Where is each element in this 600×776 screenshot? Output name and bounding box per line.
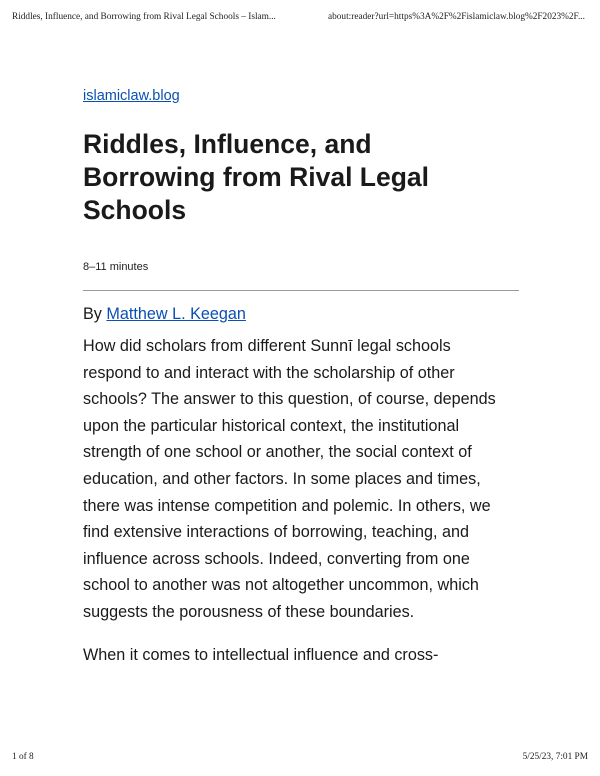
print-footer <box>12 752 588 766</box>
page-number: 1 of 8 <box>12 752 34 762</box>
reading-time: 8–11 minutes <box>83 261 149 273</box>
article-title: Riddles, Influence, and Borrowing from Rival Legal Schools <box>83 129 430 225</box>
body-paragraph: When it comes to intellectual influence and cross- <box>83 645 439 664</box>
source-domain-link[interactable]: islamiclaw.blog <box>83 88 180 104</box>
body-paragraph: How did scholars from different Sunnī legal schools respond to and interact with the scholarship of other schools? The answer to this question, of course, depends upon the particular historical context, the institutional strength of one school or another, the social context of education, and other factors. In some places and times, there was intense competition and polemic. In others, we find extensive interactions of borrowing, teaching, and influence across schools. Indeed, converting from one school to another was not altogether uncommon, which suggests the porousness of these boundaries. <box>83 337 496 621</box>
byline <box>83 303 523 325</box>
print-header <box>12 12 588 26</box>
print-date: 5/25/23, 7:01 PM <box>522 752 588 762</box>
header-divider <box>83 290 519 291</box>
reader-article <box>83 87 523 685</box>
byline-prefix: By <box>83 305 102 323</box>
author-link[interactable]: Matthew L. Keegan <box>106 305 246 323</box>
print-header-title: Riddles, Influence, and Borrowing from Rival Legal Schools – Islam... <box>12 12 276 22</box>
print-header-url: about:reader?url=https%3A%2F%2Fislamiclaw.blog%2F2023%2F... <box>328 12 585 22</box>
